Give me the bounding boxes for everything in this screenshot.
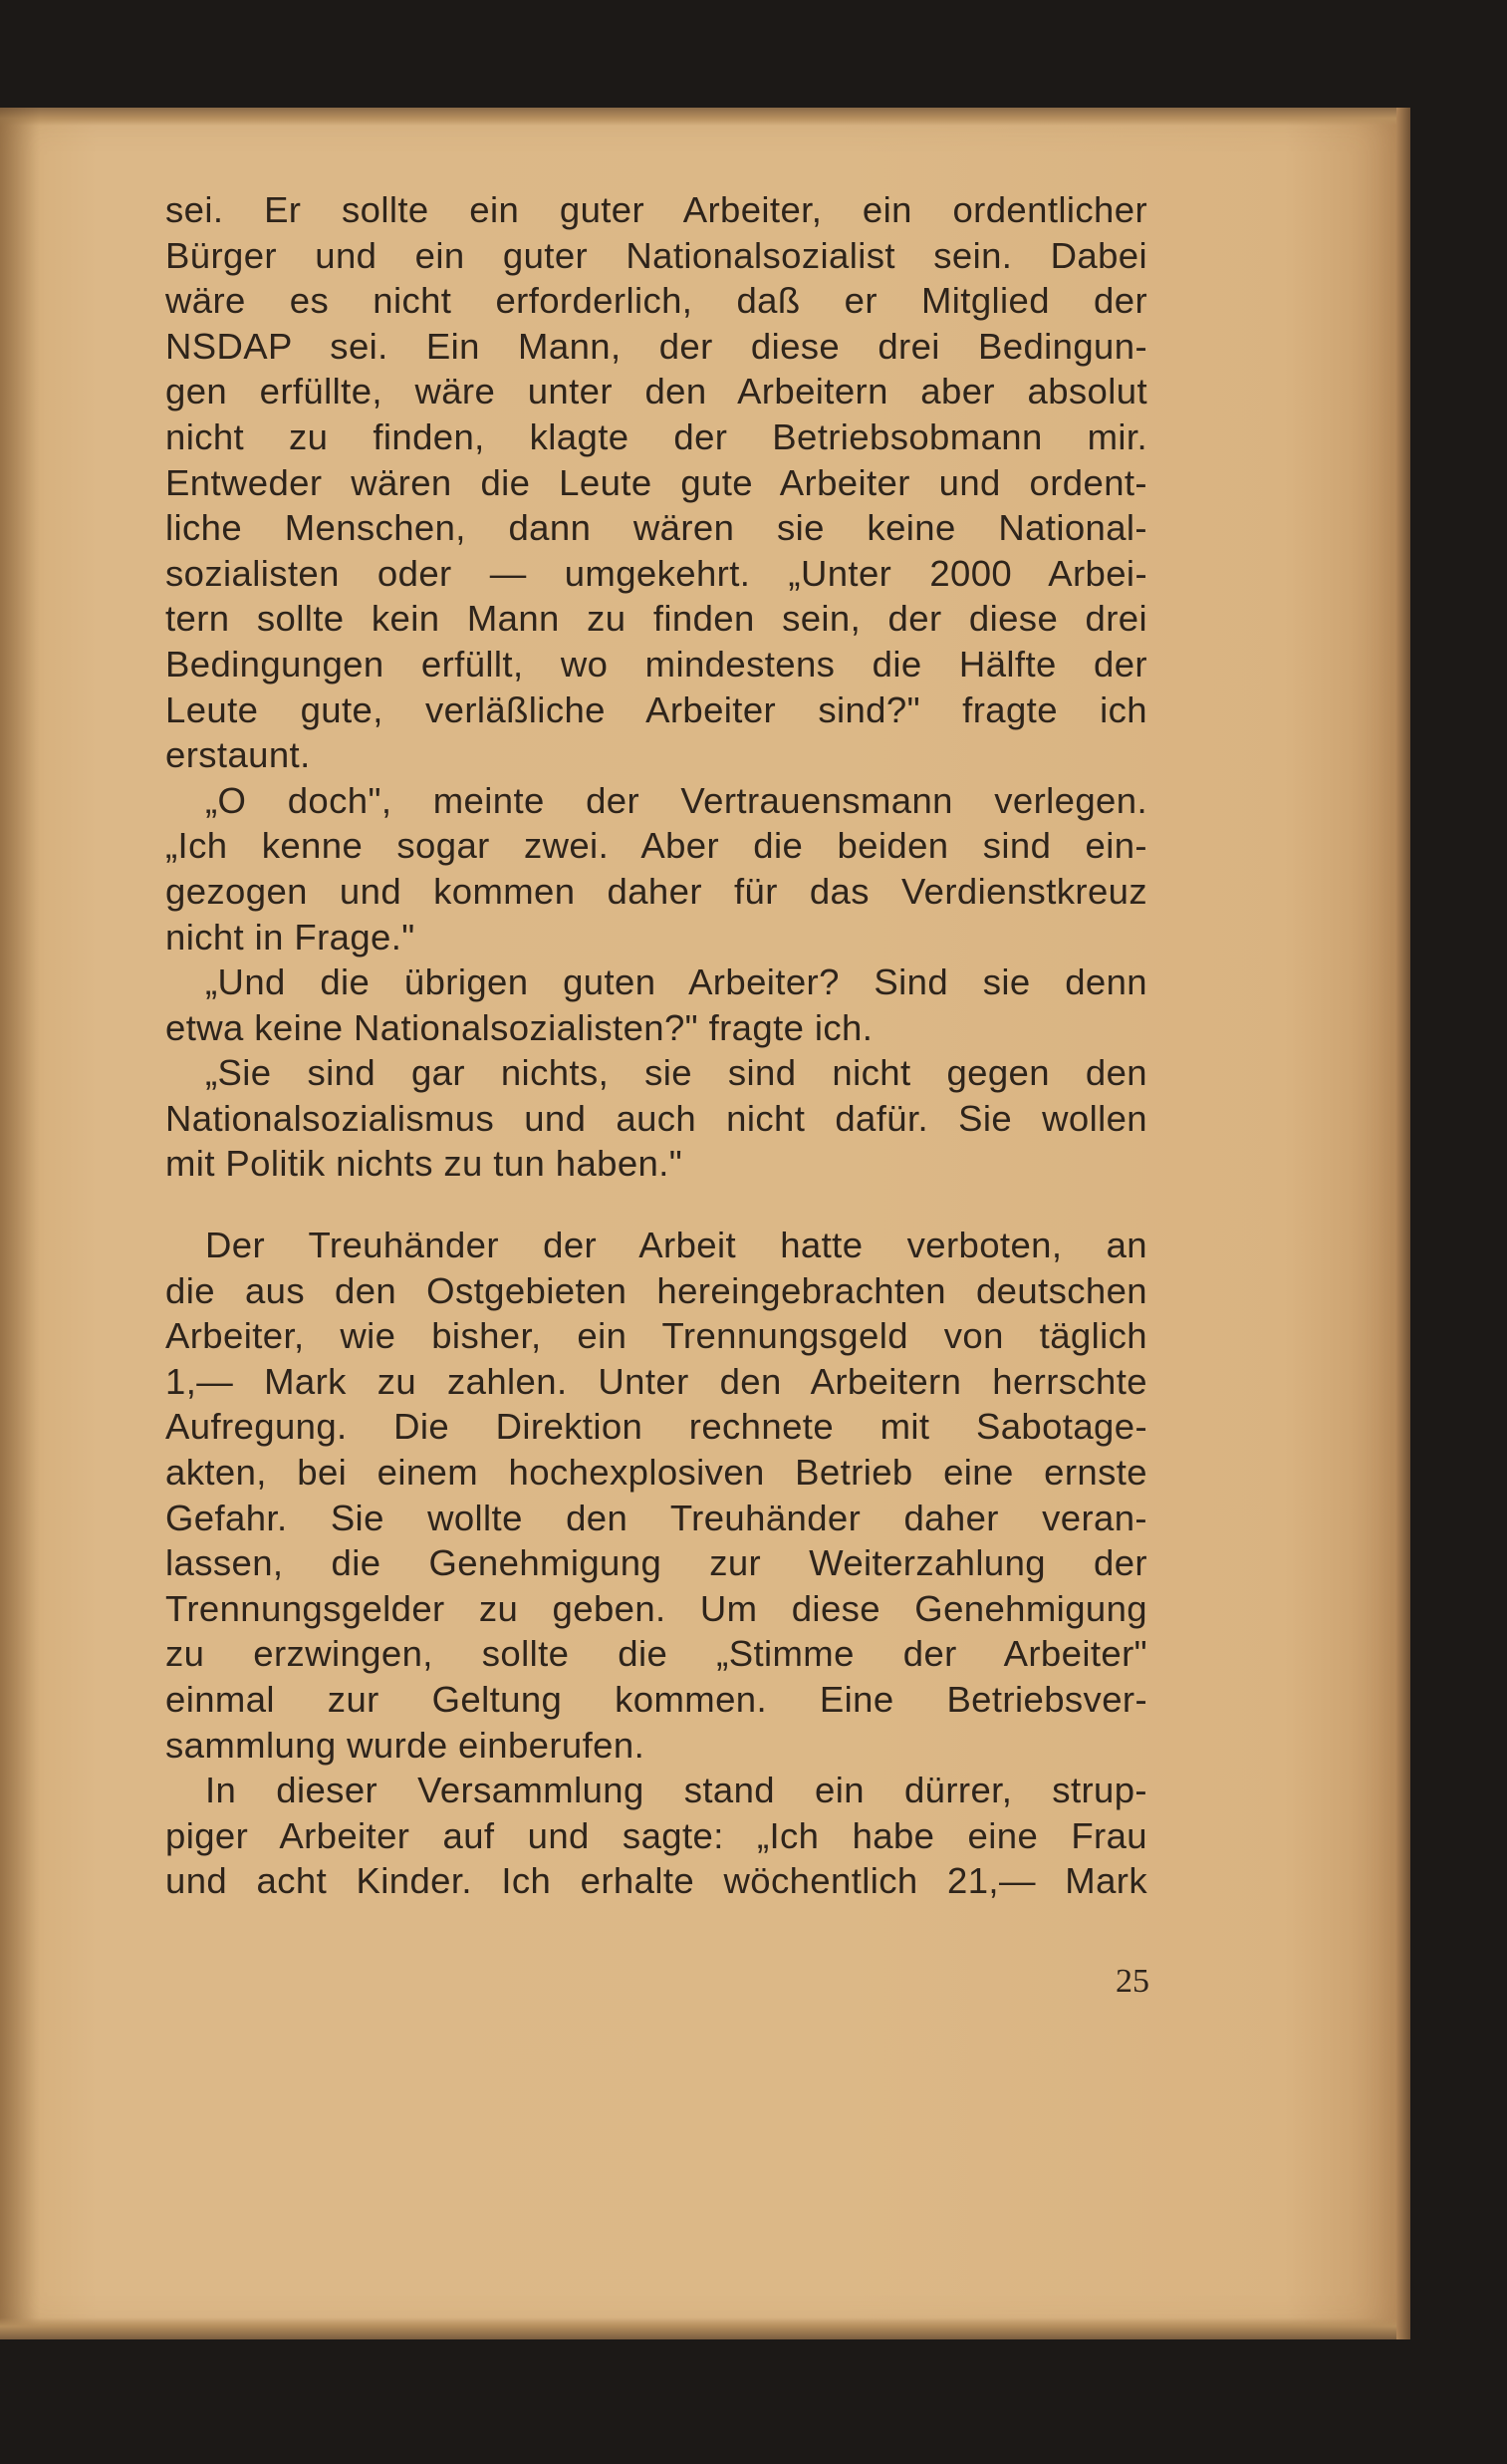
text-line: und acht Kinder. Ich erhalte wöchentlich 21,— Mark (165, 1860, 1147, 1902)
text-line: In dieser Versammlung stand ein dürrer, strup- (205, 1770, 1147, 1811)
text-line: Entweder wären die Leute gute Arbeiter und ordent- (165, 461, 1147, 503)
text-line: „O doch", meinte der Vertrauensmann verlegen. (205, 779, 1147, 821)
paragraph (165, 1768, 1147, 1904)
text-line: sei. Er sollte ein guter Arbeiter, ein ordentlicher (165, 189, 1147, 230)
body-text (165, 187, 1147, 1904)
text-line: wäre es nicht erforderlich, daß er Mitglied der (165, 280, 1147, 322)
text-line: Bedingungen erfüllt, wo mindestens die Hälfte der (165, 643, 1147, 684)
text-line: „Sie sind gar nichts, sie sind nicht gegen den (205, 1052, 1147, 1094)
text-line: gen erfüllte, wäre unter den Arbeitern aber absolut (165, 371, 1147, 412)
text-line: „Ich kenne sogar zwei. Aber die beiden sind ein- (165, 825, 1147, 867)
text-line: mit Politik nichts zu tun haben." (165, 1143, 683, 1185)
page-number: 25 (1116, 1963, 1149, 2000)
section-break (165, 1187, 1147, 1223)
text-line: Bürger und ein guter Nationalsozialist sein. Dabei (165, 234, 1147, 276)
text-line: sammlung wurde einberufen. (165, 1724, 645, 1766)
text-line: akten, bei einem hochexplosiven Betrieb eine ernste (165, 1452, 1147, 1494)
text-line: zu erzwingen, sollte die „Stimme der Arbeiter" (165, 1633, 1147, 1675)
text-line: nicht in Frage." (165, 916, 415, 958)
text-line: tern sollte kein Mann zu finden sein, der diese drei (165, 598, 1147, 640)
paragraph (165, 1050, 1147, 1187)
text-line: NSDAP sei. Ein Mann, der diese drei Bedingun- (165, 325, 1147, 367)
text-line: Trennungsgelder zu geben. Um diese Genehmigung (165, 1587, 1147, 1629)
paragraph (165, 959, 1147, 1050)
text-line: Gefahr. Sie wollte den Treuhänder daher veran- (165, 1497, 1147, 1538)
text-line: 1,— Mark zu zahlen. Unter den Arbeitern herrschte (165, 1360, 1147, 1402)
text-line: Aufregung. Die Direktion rechnete mit Sabotage- (165, 1406, 1147, 1448)
text-line: sozialisten oder — umgekehrt. „Unter 2000 Arbei- (165, 552, 1147, 594)
paragraph (165, 1223, 1147, 1768)
text-line: die aus den Ostgebieten hereingebrachten deutschen (165, 1269, 1147, 1311)
text-line: erstaunt. (165, 734, 311, 776)
text-line: „Und die übrigen guten Arbeiter? Sind sie denn (205, 961, 1147, 1003)
text-line: Der Treuhänder der Arbeit hatte verboten, an (205, 1225, 1147, 1266)
text-line: liche Menschen, dann wären sie keine National- (165, 507, 1147, 549)
paragraph (165, 187, 1147, 778)
paragraph (165, 778, 1147, 959)
text-line: Leute gute, verläßliche Arbeiter sind?" fragte ich (165, 688, 1147, 730)
text-line: nicht zu finden, klagte der Betriebsobmann mir. (165, 415, 1147, 457)
text-line: gezogen und kommen daher für das Verdienstkreuz (165, 870, 1147, 912)
text-line: Arbeiter, wie bisher, ein Trennungsgeld von täglich (165, 1315, 1147, 1357)
text-line: etwa keine Nationalsozialisten?" fragte ich. (165, 1006, 874, 1048)
text-line: lassen, die Genehmigung zur Weiterzahlung der (165, 1542, 1147, 1584)
text-line: einmal zur Geltung kommen. Eine Betriebsver- (165, 1679, 1147, 1720)
spine-shadow (0, 108, 40, 2339)
text-line: Nationalsozialismus und auch nicht dafür. Sie wollen (165, 1097, 1147, 1139)
text-line: piger Arbeiter auf und sagte: „Ich habe eine Frau (165, 1814, 1147, 1856)
page-edge (1396, 108, 1410, 2339)
